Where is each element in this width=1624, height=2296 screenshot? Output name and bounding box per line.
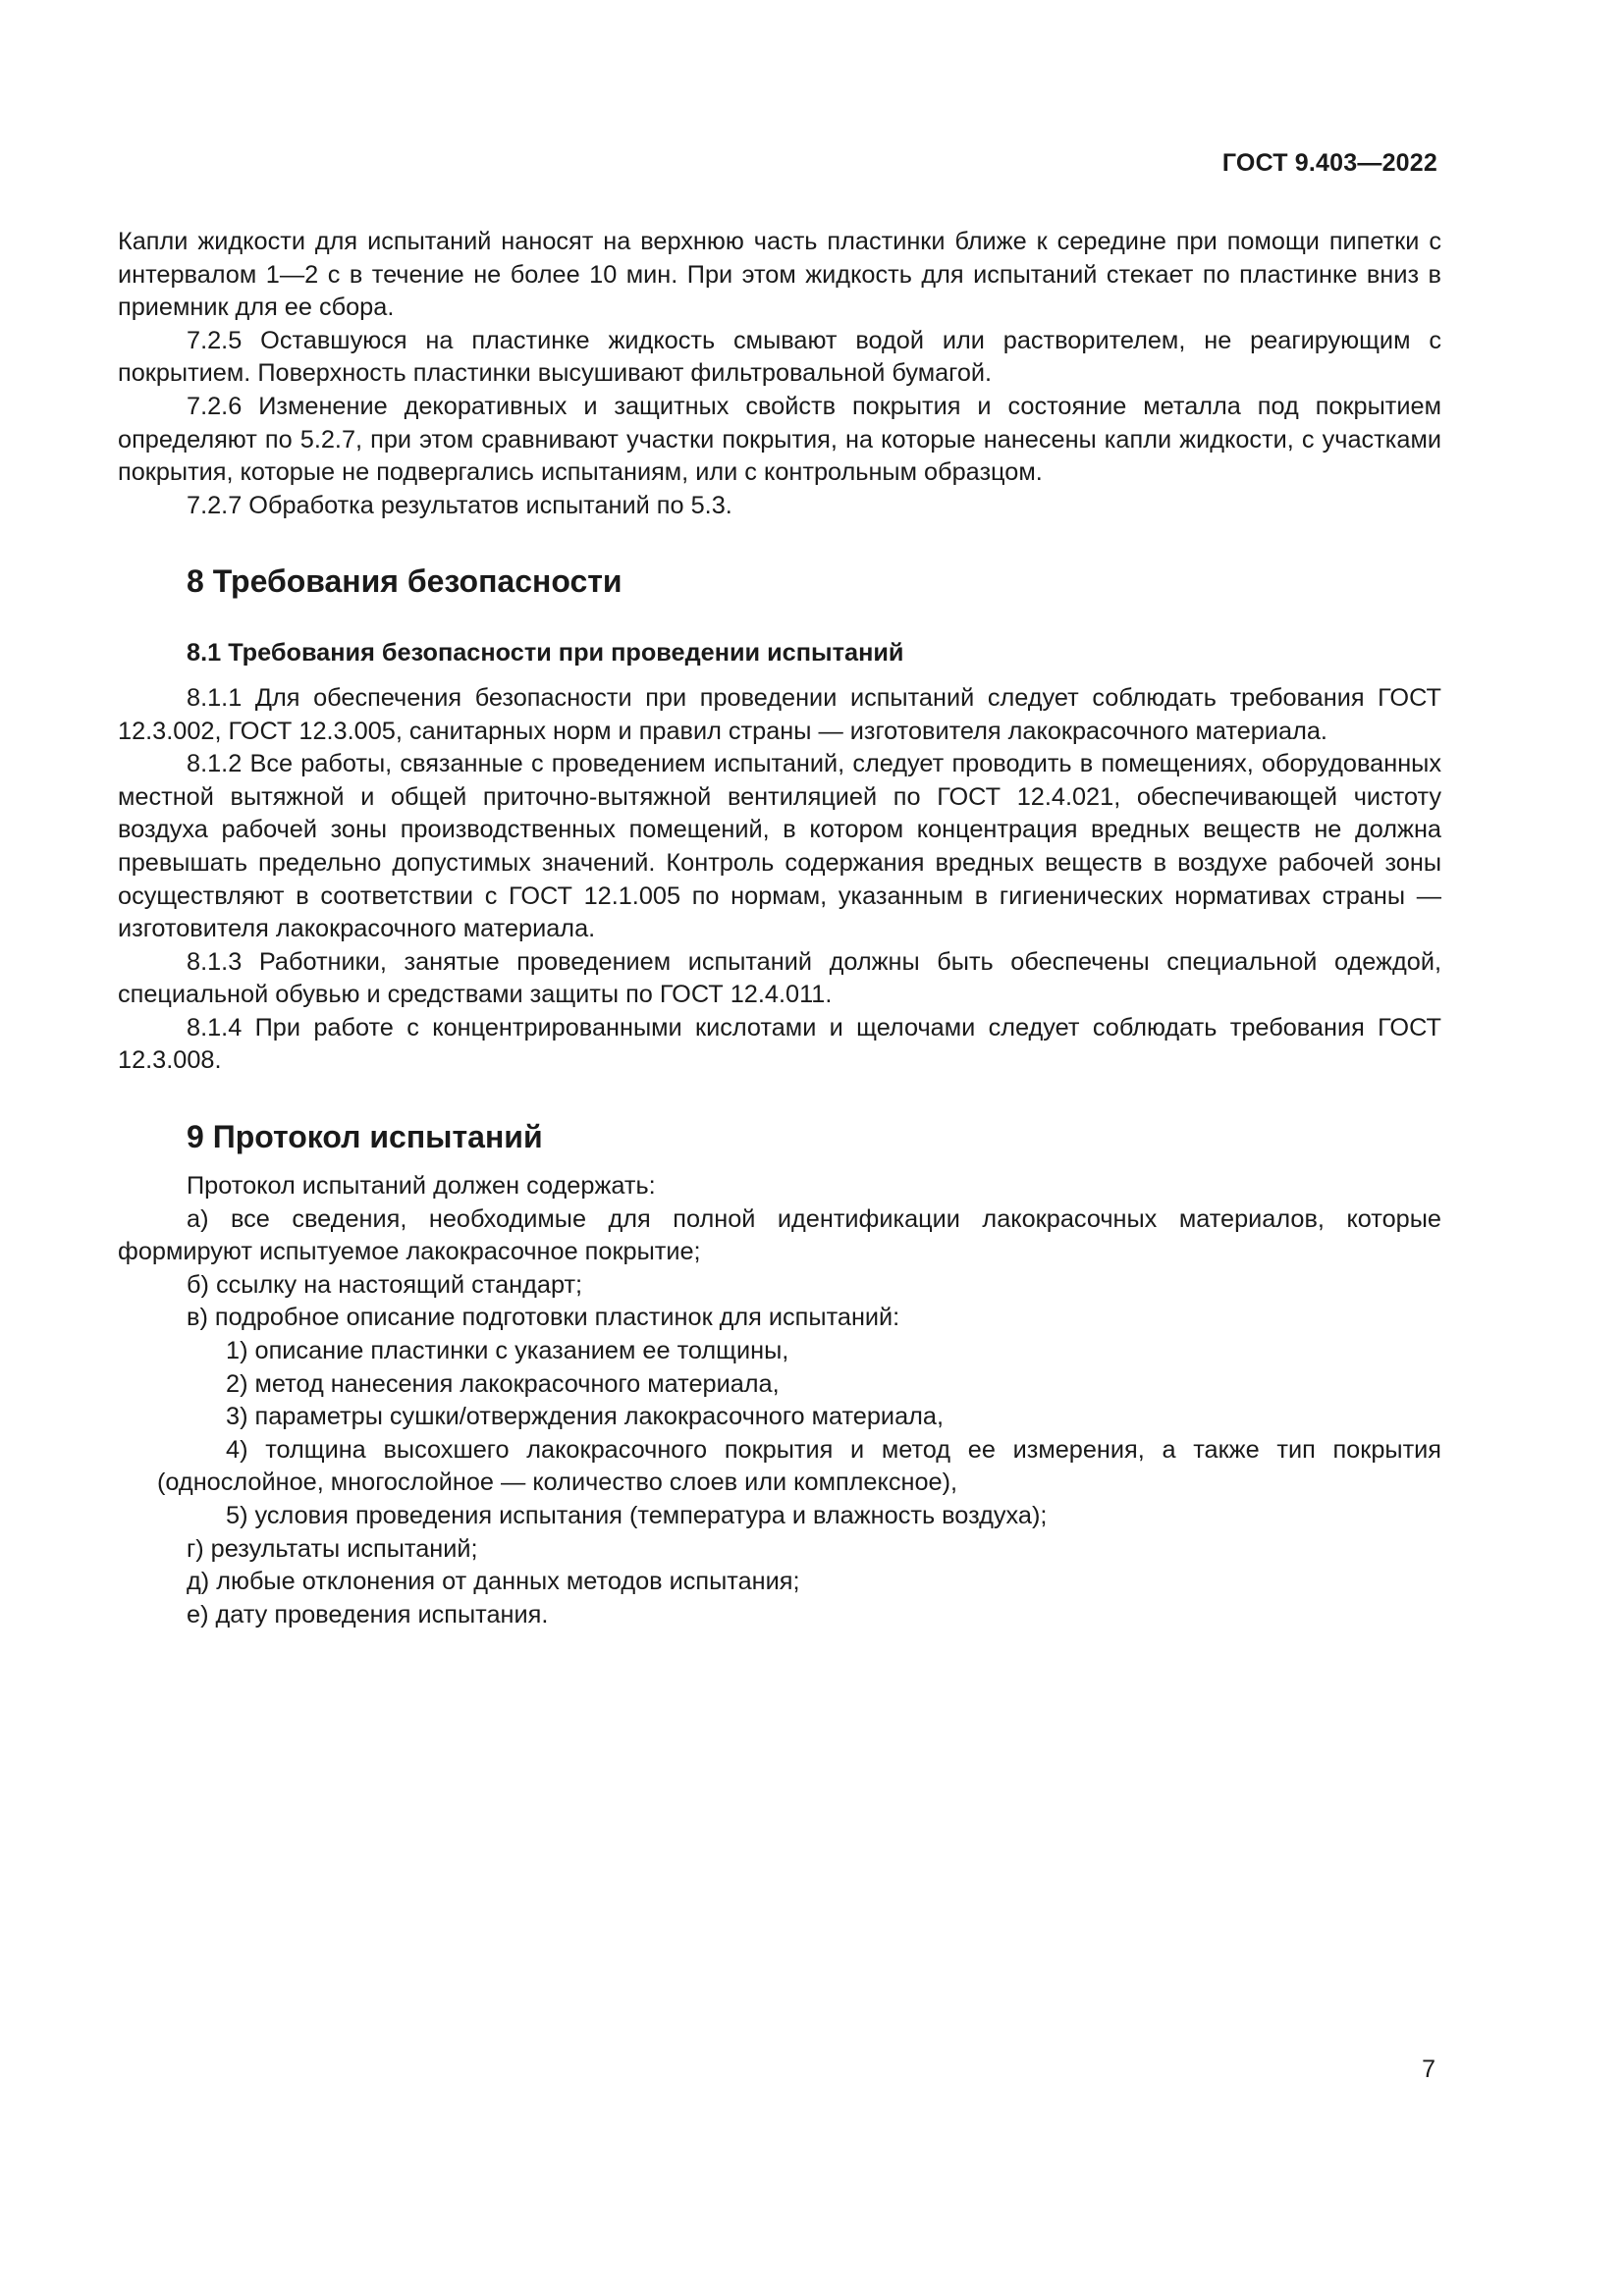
section-9-heading: 9 Протокол испытаний <box>187 1119 543 1155</box>
list-item-b: б) ссылку на настоящий стандарт; <box>187 1270 583 1299</box>
list-item-a: а) все сведения, необходимые для полной идентификации лакокрасочных материалов, которые формируют испытуемое лакокрасочное покрытие; <box>118 1204 1441 1266</box>
sub-item-1: 1) описание пластинки с указанием ее толщины, <box>226 1337 789 1365</box>
clause-7-2-7: 7.2.7 Обработка результатов испытаний по 5.3. <box>187 491 732 519</box>
list-item-d: д) любые отклонения от данных методов испытания; <box>187 1568 800 1596</box>
sub-item-2: 2) метод нанесения лакокрасочного материала, <box>226 1369 780 1398</box>
subsection-8-1-heading: 8.1 Требования безопасности при проведении испытаний <box>187 639 904 667</box>
clause-7-2-5: 7.2.5 Оставшуюся на пластинке жидкость смывают водой или растворителем, не реагирующим с покрытием. Поверхность пластинки высушивают фильтровальной бумагой. <box>118 326 1441 388</box>
page-content <box>118 226 1441 1631</box>
clause-7-2-6: 7.2.6 Изменение декоративных и защитных свойств покрытия и состояние металла под покрытием определяют по 5.2.7, при этом сравнивают участки покрытия, на которые нанесены капли жидкости, с участками покрытия, которые не подвергались испытаниям, или с контрольным образцом. <box>118 392 1441 487</box>
clause-8-1-3: 8.1.3 Работники, занятые проведением испытаний должны быть обеспечены специальной одеждой, специальной обувью и средствами защиты по ГОСТ 12.4.011. <box>118 947 1441 1009</box>
clause-8-1-4: 8.1.4 При работе с концентрированными кислотами и щелочами следует соблюдать требования ГОСТ 12.3.008. <box>118 1013 1441 1075</box>
protocol-intro: Протокол испытаний должен содержать: <box>187 1172 656 1201</box>
section-8-heading: 8 Требования безопасности <box>187 563 623 600</box>
paragraph: Капли жидкости для испытаний наносят на верхнюю часть пластинки ближе к середине при помощи пипетки с интервалом 1—2 с в течение не более 10 мин. При этом жидкость для испытаний стекает по пластинке вниз в приемник для ее сбора. <box>118 228 1441 322</box>
list-item-g: г) результаты испытаний; <box>187 1534 478 1563</box>
list-item-v: в) подробное описание подготовки пластинок для испытаний: <box>187 1304 900 1332</box>
standard-header: ГОСТ 9.403—2022 <box>1221 149 1437 177</box>
sub-item-3: 3) параметры сушки/отверждения лакокрасочного материала, <box>226 1403 944 1431</box>
sub-item-5: 5) условия проведения испытания (температура и влажность воздуха); <box>226 1502 1048 1529</box>
sub-item-4: 4) толщина высохшего лакокрасочного покрытия и метод ее измерения, а также тип покрытия (однослойное, многослойное — количество слоев или комплексное), <box>157 1435 1441 1497</box>
page-number: 7 <box>1422 2056 1435 2083</box>
clause-8-1-1: 8.1.1 Для обеспечения безопасности при проведении испытаний следует соблюдать требования ГОСТ 12.3.002, ГОСТ 12.3.005, санитарных норм и правил страны — изготовителя лакокрасочного материала. <box>118 683 1441 745</box>
list-item-e: е) дату проведения испытания. <box>187 1600 549 1629</box>
clause-8-1-2: 8.1.2 Все работы, связанные с проведением испытаний, следует проводить в помещениях, оборудованных местной вытяжной и общей приточно-вытяжной вентиляцией по ГОСТ 12.4.021, обеспечивающей чистоту воздуха рабочей зоны производственных помещений, в котором концентрация вредных веществ не должна превышать предельно допустимых значений. Контроль содержания вредных веществ в воздухе рабочей зоны осуществляют в соответствии с ГОСТ 12.1.005 по нормам, указанным в гигиенических нормативах страны — изготовителя лакокрасочного материала. <box>118 750 1441 943</box>
